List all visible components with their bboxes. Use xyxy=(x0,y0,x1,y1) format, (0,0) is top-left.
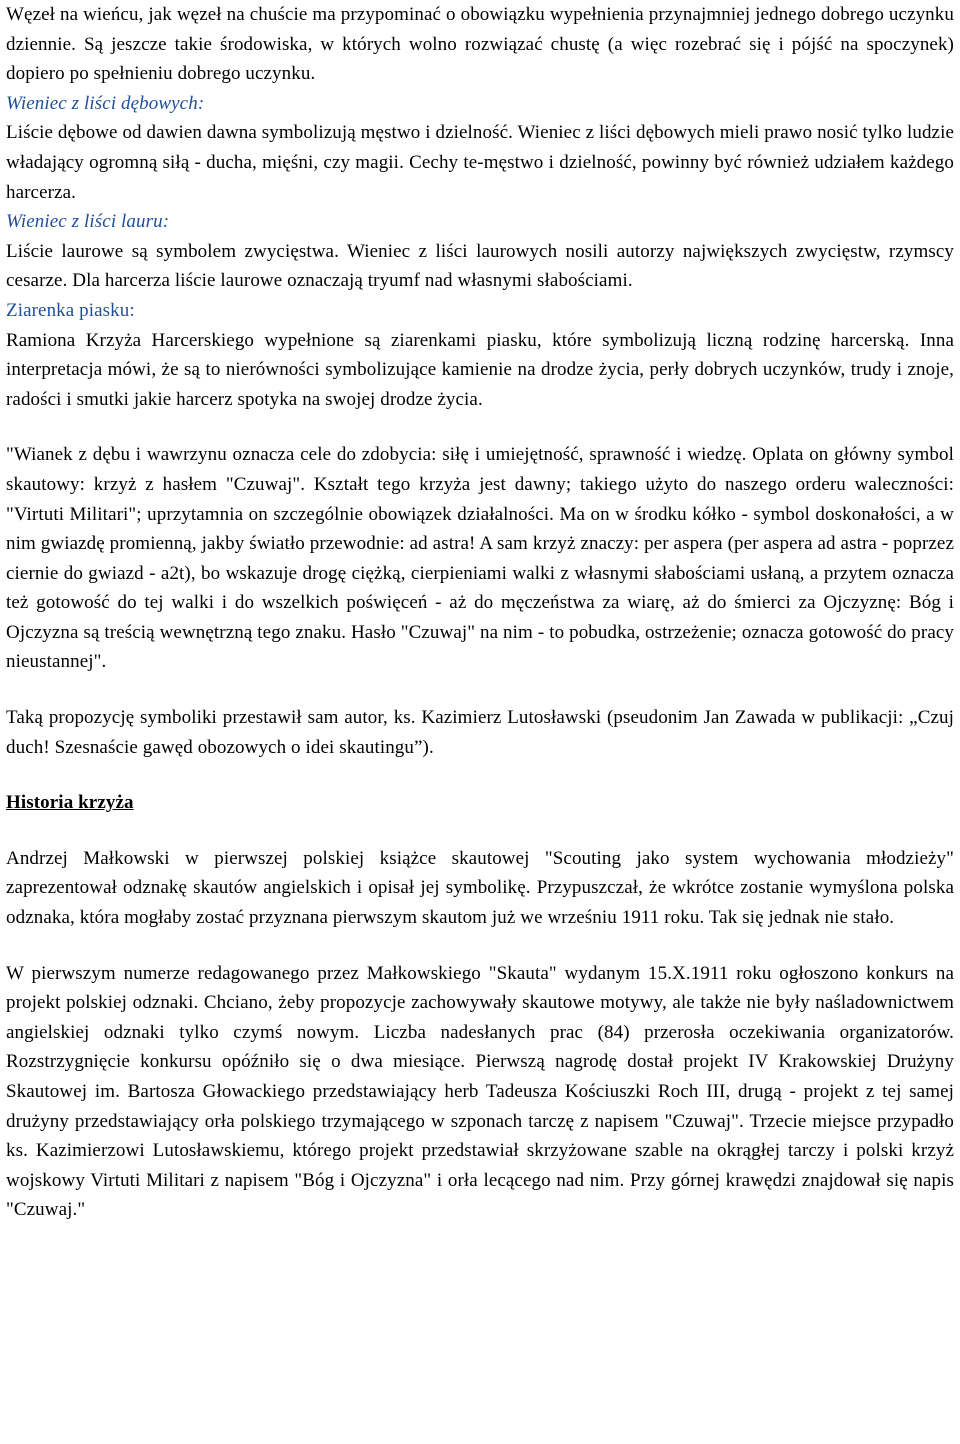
history-paragraph-2: W pierwszym numerze redagowanego przez Małkowskiego "Skauta" wydanym 15.X.1911 roku ogłoszono konkurs na projekt polskiej odznaki. Chciano, żeby propozycje zachowywały skautowe motywy, ale także nie były naśladownictwem angielskiej odznaki tylko czymś nowym. Liczba nadesłanych prac (84) przerosła oczekiwania organizatorów. Rozstrzygnięcie konkursu opóźniło się o dwa miesiące. Pierwszą nagrodę dostał projekt IV Krakowskiej Drużyny Skautowej im. Bartosza Głowackiego przedstawiający herb Tadeusza Kościuszki Roch III, drugą - projekt z tej samej drużyny przedstawiający orła polskiego trzymającego w szponach tarczę z napisem "Czuwaj". Trzecie miejsce przypadło ks. Kazimierzowi Lutosławskiemu, którego projekt przedstawiał skrzyżowane szable na okrągłej tarczy i polski krzyż wojskowy Virtuti Militari z napisem "Bóg i Ojczyzna" i orła lecącego nad nim. Przy górnej krawędzi znajdował się napis "Czuwaj." xyxy=(6,962,954,1221)
history-heading: Historia krzyża xyxy=(6,792,134,814)
author-note-paragraph: Taką propozycję symboliki przestawił sam autor, ks. Kazimierz Lutosławski (pseudonim Jan Zawada w publikacji: „Czuj duch! Szesnaście gawęd obozowych o idei skautingu”). xyxy=(6,707,954,758)
spacer xyxy=(6,677,954,703)
oak-wreath-heading: Wieniec z liści dębowych: xyxy=(6,92,205,114)
spacer xyxy=(6,762,954,788)
spacer xyxy=(6,414,954,440)
oak-wreath-paragraph: Liście dębowe od dawien dawna symbolizują męstwo i dzielność. Wieniec z liści dębowych mieli prawo nosić tylko ludzie władający ogromną siłą - ducha, mięśni, czy magii. Cechy te-męstwo i dzielność, powinny być również udziałem każdego harcerza. xyxy=(6,122,954,203)
history-paragraph-1: Andrzej Małkowski w pierwszej polskiej książce skautowej "Scouting jako system wychowania młodzieży" zaprezentował odznakę skautów angielskich i opisał jej symbolikę. Przypuszczał, że wkrótce zostanie wymyślona polska odznaka, która mogłaby zostać przyznana pierwszym skautom już we wrześniu 1911 roku. Tak się jednak nie stało. xyxy=(6,847,954,929)
quote-paragraph: "Wianek z dębu i wawrzynu oznacza cele do zdobycia: siłę i umiejętność, sprawność i wiedzę. Oplata on główny symbol skautowy: krzyż z hasłem "Czuwaj". Kształt tego krzyża jest dawny; takiego użyto do naszego orderu waleczności: "Virtuti Militari"; uprzytamnia on szczególnie obowiązek działalności. Ma on w środku kółko - symbol doskonałości, a w nim gwiazdę promienną, jakby światło przewodnie: ad astra! A sam krzyż znaczy: per aspera (per aspera ad astra - poprzez ciernie do gwiazd - a2t), bo wskazuje drogę ciężką, cierpieniami walki z własnymi słabościami usłaną, a przytem oznacza też gotowość do tej walki i do wszelkich poświęceń - aż do męczeństwa za wiarę, aż do śmierci za Ojczyznę: Bóg i Ojczyzna są treścią wewnętrzną tego znaku. Hasło "Czuwaj" na nim - to pobudka, ostrzeżenie; oznacza gotowość do pracy nieustannej". xyxy=(6,444,954,673)
sand-grains-paragraph: Ramiona Krzyża Harcerskiego wypełnione są ziarenkami piasku, które symbolizują liczną rodzinę harcerską. Inna interpretacja mówi, że są to nierówności symbolizujące kamienie na drodze życia, perły dobrych uczynków, trudy i znoje, radości i smutki jakie harcerz spotyka na swojej drodze życia. xyxy=(6,329,954,410)
spacer xyxy=(6,933,954,959)
laurel-wreath-paragraph: Liście laurowe są symbolem zwycięstwa. Wieniec z liści laurowych nosili autorzy największych zwycięstw, rzymscy cesarze. Dla harcerza liście laurowe oznaczają tryumf nad własnymi słabościami. xyxy=(6,240,954,292)
intro-paragraph: Węzeł na wieńcu, jak węzeł na chuście ma przypominać o obowiązku wypełnienia przynajmniej jednego dobrego uczynku dziennie. Są jeszcze takie środowiska, w których wolno rozwiązać chustę (a więc rozebrać się i pójść na spoczynek) dopiero po spełnieniu dobrego uczynku. xyxy=(6,4,954,85)
spacer xyxy=(6,818,954,844)
sand-grains-heading: Ziarenka piasku: xyxy=(6,299,135,321)
laurel-wreath-heading: Wieniec z liści lauru: xyxy=(6,211,170,233)
